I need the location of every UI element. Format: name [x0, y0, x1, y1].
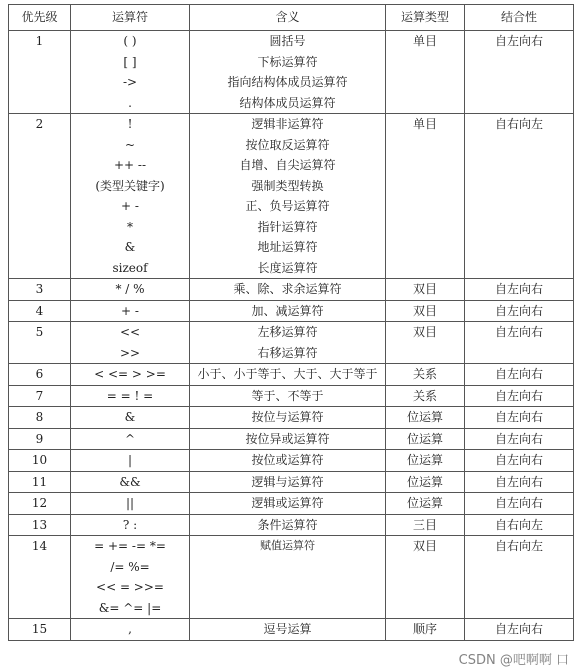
priority-cell: 12: [9, 493, 71, 515]
meaning-text: 长度运算符: [257, 260, 318, 275]
op-type-cell: 双目: [386, 300, 465, 322]
meaning-cell: 逻辑与运算符: [190, 471, 386, 493]
operator-cell: &&: [71, 471, 190, 493]
associativity-cell: 自左向右: [465, 322, 574, 364]
operator-cell: [71, 31, 190, 114]
operator-precedence-table: [8, 4, 574, 641]
priority-cell: 8: [9, 407, 71, 429]
operator-text: + -: [121, 199, 139, 213]
header-op-type: 运算类型: [386, 5, 465, 31]
meaning-text: 右移运算符: [257, 345, 318, 360]
table-row: [9, 114, 574, 279]
op-type-cell: 位运算: [386, 450, 465, 472]
meaning-text: 按位取反运算符: [245, 137, 330, 152]
op-type-cell: 位运算: [386, 407, 465, 429]
meaning-text: 下标运算符: [257, 54, 318, 69]
op-type-cell: 双目: [386, 536, 465, 619]
priority-cell: 4: [9, 300, 71, 322]
associativity-cell: 自右向左: [465, 114, 574, 279]
meaning-cell: 等于、不等于: [190, 385, 386, 407]
priority-cell: 14: [9, 536, 71, 619]
operator-cell: &: [71, 407, 190, 429]
op-type-cell: 关系: [386, 364, 465, 386]
meaning-cell: 赋值运算符: [190, 536, 386, 619]
header-row: [9, 5, 574, 31]
operator-text: (类型关键字): [95, 178, 165, 193]
associativity-cell: 自左向右: [465, 279, 574, 301]
operator-cell: [71, 536, 190, 619]
associativity-cell: 自左向右: [465, 450, 574, 472]
associativity-cell: 自左向右: [465, 493, 574, 515]
associativity-cell: 自左向右: [465, 407, 574, 429]
meaning-text: 逻辑非运算符: [251, 117, 324, 131]
associativity-cell: 自左向右: [465, 428, 574, 450]
table-row: [9, 31, 574, 114]
table-row: [9, 428, 574, 450]
operator-text: ->: [122, 75, 138, 89]
priority-cell: 7: [9, 385, 71, 407]
meaning-text: 左移运算符: [257, 325, 318, 339]
operator-cell: ||: [71, 493, 190, 515]
meaning-cell: 条件运算符: [190, 514, 386, 536]
operator-text: ( ): [123, 34, 137, 48]
operator-text: .: [128, 95, 132, 110]
meaning-text: 结构体成员运算符: [239, 95, 336, 110]
operator-text: ~: [124, 137, 136, 152]
operator-cell: ^: [71, 428, 190, 450]
table-row: [9, 619, 574, 641]
associativity-cell: 自左向右: [465, 300, 574, 322]
meaning-cell: 乘、除、求余运算符: [190, 279, 386, 301]
associativity-cell: 自右向左: [465, 514, 574, 536]
associativity-cell: 自左向右: [465, 31, 574, 114]
meaning-cell: 按位或运算符: [190, 450, 386, 472]
header-operator: 运算符: [71, 5, 190, 31]
op-type-cell: 顺序: [386, 619, 465, 641]
table-row: [9, 493, 574, 515]
op-type-cell: 关系: [386, 385, 465, 407]
priority-cell: 13: [9, 514, 71, 536]
associativity-cell: 自左向右: [465, 385, 574, 407]
operator-cell: ? :: [71, 514, 190, 536]
header-associativity: 结合性: [465, 5, 574, 31]
table-row: [9, 407, 574, 429]
meaning-cell: [190, 322, 386, 364]
op-type-cell: 位运算: [386, 428, 465, 450]
associativity-cell: 自左向右: [465, 471, 574, 493]
header-priority: 优先级: [9, 5, 71, 31]
table-row: [9, 471, 574, 493]
operator-text: *: [127, 219, 133, 234]
priority-cell: 1: [9, 31, 71, 114]
meaning-cell: 逗号运算: [190, 619, 386, 641]
operator-cell: + -: [71, 300, 190, 322]
op-type-cell: 单目: [386, 114, 465, 279]
meaning-cell: [190, 31, 386, 114]
op-type-cell: 位运算: [386, 471, 465, 493]
meaning-text: 正、负号运算符: [245, 199, 330, 213]
operator-text: !: [127, 117, 133, 131]
operator-text: << = >>=: [96, 580, 164, 594]
meaning-cell: 按位异或运算符: [190, 428, 386, 450]
table-row: [9, 514, 574, 536]
operator-text: = += -= *=: [94, 539, 166, 553]
header-meaning: 含义: [190, 5, 386, 31]
meaning-text: 圆括号: [269, 34, 306, 48]
meaning-text: 强制类型转换: [251, 178, 324, 193]
meaning-text: 地址运算符: [257, 240, 318, 254]
operator-cell: ,: [71, 619, 190, 641]
priority-cell: 3: [9, 279, 71, 301]
priority-cell: 6: [9, 364, 71, 386]
operator-text: /= %=: [110, 559, 150, 574]
meaning-cell: 逻辑或运算符: [190, 493, 386, 515]
table-row: [9, 536, 574, 619]
operator-text: <<: [119, 325, 141, 339]
meaning-cell: 按位与运算符: [190, 407, 386, 429]
table-row: [9, 364, 574, 386]
meaning-text: 指针运算符: [257, 219, 318, 234]
operator-cell: = = ! =: [71, 385, 190, 407]
operator-text: >>: [119, 345, 141, 360]
op-type-cell: 单目: [386, 31, 465, 114]
meaning-text: 自增、自尖运算符: [239, 158, 336, 172]
associativity-cell: 自右向左: [465, 536, 574, 619]
priority-cell: 2: [9, 114, 71, 279]
table-row: [9, 300, 574, 322]
associativity-cell: 自左向右: [465, 364, 574, 386]
watermark: CSDN @吧啊啊 口: [457, 649, 571, 668]
operator-text: ++ --: [113, 158, 147, 172]
priority-cell: 10: [9, 450, 71, 472]
table-row: [9, 322, 574, 364]
table-row: [9, 279, 574, 301]
operator-cell: < <= > >=: [71, 364, 190, 386]
operator-cell: * / %: [71, 279, 190, 301]
meaning-cell: [190, 114, 386, 279]
op-type-cell: 三目: [386, 514, 465, 536]
op-type-cell: 双目: [386, 322, 465, 364]
op-type-cell: 双目: [386, 279, 465, 301]
priority-cell: 9: [9, 428, 71, 450]
operator-cell: [71, 322, 190, 364]
meaning-cell: 小于、小于等于、大于、大于等于: [190, 364, 386, 386]
operator-text: &: [124, 240, 136, 254]
operator-cell: [71, 114, 190, 279]
priority-cell: 15: [9, 619, 71, 641]
operator-text: &= ^= |=: [98, 600, 162, 615]
operator-cell: |: [71, 450, 190, 472]
associativity-cell: 自左向右: [465, 619, 574, 641]
op-type-cell: 位运算: [386, 493, 465, 515]
table-row: [9, 385, 574, 407]
priority-cell: 5: [9, 322, 71, 364]
operator-text: [ ]: [123, 54, 137, 69]
meaning-text: 指向结构体成员运算符: [227, 75, 348, 89]
table-row: [9, 450, 574, 472]
priority-cell: 11: [9, 471, 71, 493]
operator-text: sizeof: [112, 260, 148, 275]
meaning-cell: 加、减运算符: [190, 300, 386, 322]
